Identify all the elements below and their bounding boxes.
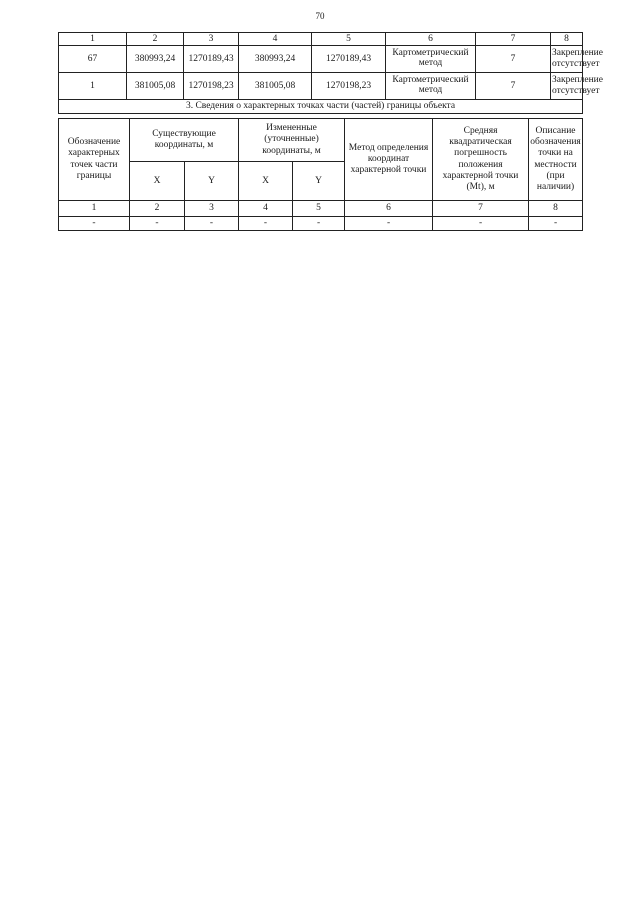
method: Картометрический метод: [386, 46, 476, 73]
accuracy: -: [433, 217, 529, 231]
column-number: 7: [476, 33, 551, 46]
existing-y: -: [185, 217, 239, 231]
column-number: 3: [184, 33, 239, 46]
changed-x: -: [239, 217, 293, 231]
column-number: 6: [345, 201, 433, 217]
existing-coords-header: Существующие координаты, м: [130, 119, 239, 162]
column-number: 2: [127, 33, 184, 46]
part-points-table: [58, 118, 583, 231]
column-number: 6: [386, 33, 476, 46]
changed-y: 1270198,23: [312, 73, 386, 100]
x-header: X: [239, 162, 293, 201]
accuracy: 7: [476, 46, 551, 73]
point-id: -: [59, 217, 130, 231]
changed-y: -: [293, 217, 345, 231]
description: -: [529, 217, 583, 231]
point-id: 67: [59, 46, 127, 73]
description-header: Описание обозначения точки на местности (при наличии): [529, 119, 583, 201]
column-number-row: [59, 201, 583, 217]
description: Закрепление отсутствует: [551, 73, 583, 100]
table-row: [59, 46, 583, 73]
column-number: 5: [293, 201, 345, 217]
column-number: 4: [239, 201, 293, 217]
existing-x: 381005,08: [127, 73, 184, 100]
column-number: 1: [59, 201, 130, 217]
column-number: 8: [551, 33, 583, 46]
y-header: Y: [185, 162, 239, 201]
table-row: [59, 73, 583, 100]
section-title-row: [59, 100, 583, 114]
section-title: 3. Сведения о характерных точках части (частей) границы объекта: [59, 100, 583, 114]
y-header: Y: [293, 162, 345, 201]
accuracy-header: Средняя квадратическая погрешность положения характерной точки (Mt), м: [433, 119, 529, 201]
method-header: Метод определения координат характерной точки: [345, 119, 433, 201]
method: Картометрический метод: [386, 73, 476, 100]
header-row: [59, 119, 583, 162]
table-row: [59, 217, 583, 231]
method: -: [345, 217, 433, 231]
accuracy: 7: [476, 73, 551, 100]
description: Закрепление отсутствует: [551, 46, 583, 73]
column-number: 1: [59, 33, 127, 46]
point-id: 1: [59, 73, 127, 100]
column-number: 8: [529, 201, 583, 217]
column-number-row: [59, 33, 583, 46]
column-number: 7: [433, 201, 529, 217]
column-number: 2: [130, 201, 185, 217]
points-table: [58, 32, 603, 114]
column-number: 3: [185, 201, 239, 217]
point-designation-header: Обозначение характерных точек части границы: [59, 119, 130, 201]
x-header: X: [130, 162, 185, 201]
column-number: 4: [239, 33, 312, 46]
changed-x: 380993,24: [239, 46, 312, 73]
changed-coords-header: Измененные (уточненные) координаты, м: [239, 119, 345, 162]
existing-x: 380993,24: [127, 46, 184, 73]
existing-y: 1270198,23: [184, 73, 239, 100]
existing-x: -: [130, 217, 185, 231]
changed-x: 381005,08: [239, 73, 312, 100]
changed-y: 1270189,43: [312, 46, 386, 73]
page-number: 70: [315, 11, 325, 21]
existing-y: 1270189,43: [184, 46, 239, 73]
column-number: 5: [312, 33, 386, 46]
